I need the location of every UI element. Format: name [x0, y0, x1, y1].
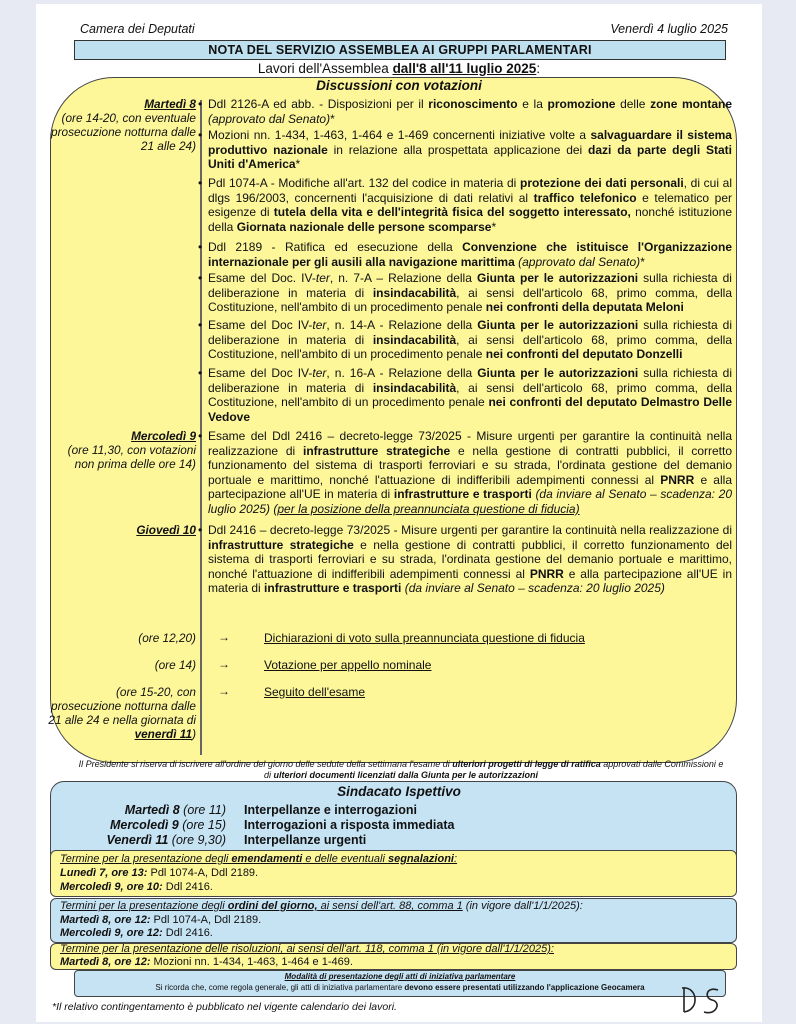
step-seguito: Seguito dell'esame — [264, 685, 366, 699]
deadline-label: Martedì 8, ore 12: — [60, 914, 151, 926]
step-time-seguito — [48, 685, 196, 741]
step-time: (ore 15-20, con prosecuzione notturna dalle 21 alle 24 e nella giornata di — [48, 685, 196, 727]
item-text: Esame del Doc IV- — [208, 318, 313, 332]
deadline-risoluzioni-title — [60, 942, 554, 956]
item-text: e telematico per esigenze di — [208, 190, 733, 220]
sindacato-text: Interpellanze urgenti — [244, 833, 367, 847]
deadline-text: Termine per la presentazione degli — [60, 853, 232, 865]
bullet-icon: • — [198, 97, 203, 111]
item-bold: PNRR — [660, 472, 695, 487]
day-mercoledi-name: Mercoledì 9 — [131, 429, 196, 443]
bullet-icon: • — [198, 523, 203, 537]
step-time-end: ) — [192, 727, 196, 741]
deadline-line — [60, 913, 261, 927]
bullet-icon: • — [198, 176, 203, 190]
item-text: e nella gestione di contratti pubblici, il corretto funzionamento del sistema di trasporti ferroviari e su strada, l'ordinata gestione del demanio portuale e marittimo, nonché l'attuazione di indifferibili adempimenti connessi al — [208, 443, 733, 487]
lavori-period: dall'8 all'11 luglio 2025 — [392, 61, 537, 76]
item-bold: nei confronti del deputato Delmastro Delle Vedove — [208, 395, 732, 424]
item-bold: tutela della vita e dell'integrità fisica del soggetto interessato, — [273, 205, 631, 220]
deadline-text: ai sensi dell'art. 88, comma 1 — [317, 900, 463, 912]
item-bold: Giunta per le autorizzazioni — [477, 366, 639, 380]
item-text: delle — [615, 97, 651, 111]
item-bold: nei confronti del deputato Donzelli — [485, 347, 683, 362]
day-mercoledi-detail: (ore 11,30, con votazioni non prima delle ore 14) — [67, 443, 196, 471]
agenda-item-montane — [198, 97, 733, 126]
sindacato-day: Mercoledì 9 — [109, 818, 179, 832]
deadline-text: e delle eventuali — [302, 853, 388, 865]
deadline-label: Mercoledì 9, ore 10: — [60, 881, 163, 893]
item-italic: (da inviare al Senato – scadenza: 20 luglio 2025) — [208, 487, 732, 516]
item-text: Ddl 2189 - Ratifica ed esecuzione della — [208, 240, 463, 254]
item-bold: Convenzione che istituisce l'Organizzazione internazionale per gli ausili alla navigazione marittima — [208, 240, 732, 269]
item-bold: traffico telefonico — [533, 190, 637, 205]
item-text: * — [295, 157, 301, 172]
item-italic: ter — [312, 318, 327, 332]
sindacato-day: Venerdì 11 — [106, 833, 169, 847]
item-italic: ter — [312, 366, 327, 380]
arrow-icon: → — [218, 684, 230, 698]
item-bold: PNRR — [529, 566, 564, 581]
deadline-emendamenti-title — [60, 852, 457, 866]
deadline-line — [60, 955, 353, 969]
item-text: Pdl 1074-A - Modifiche all'art. 132 del codice in materia di — [208, 176, 520, 190]
item-bold: nei confronti della deputata Meloni — [485, 300, 684, 315]
sindacato-row — [36, 803, 736, 817]
lavori-line — [36, 61, 762, 76]
item-text: , ai sensi dell'articolo 68, primo comma, della Costituzione, nell'ambito di un procedimento penale — [208, 285, 732, 315]
item-text: Ddl 2126-A ed abb. - Disposizioni per il — [208, 97, 429, 111]
agenda-item-ddl-2416-fiducia — [198, 429, 733, 517]
deadline-text: Termini per la presentazione degli — [60, 900, 228, 912]
deadline-text: : — [454, 853, 458, 865]
item-bold: insindacabilità — [372, 380, 457, 395]
item-bold: Giunta per le autorizzazioni — [477, 318, 639, 332]
presidente-note — [76, 759, 726, 781]
step-time-day: venerdì 11 — [134, 727, 193, 741]
item-text: , n. 14-A - Relazione della — [326, 318, 478, 332]
deadline-line — [60, 880, 213, 894]
bullet-icon: • — [198, 240, 203, 254]
day-mercoledi — [48, 429, 196, 471]
item-bold: Giornata nazionale delle persone scomparse — [236, 219, 492, 234]
item-text: e alla partecipazione all'UE in materia di — [208, 566, 733, 596]
modalita-text: Si ricorda che, come regola generale, gli atti di iniziativa parlamentare — [155, 983, 405, 992]
sindacato-row — [36, 833, 736, 847]
item-text: * — [491, 219, 497, 234]
modalita-bold: devono essere presentati utilizzando l'applicazione Geocamera — [404, 983, 645, 992]
bullet-icon: • — [198, 271, 203, 285]
deadline-label: Martedì 8, ore 12: — [60, 956, 151, 968]
item-text: Mozioni nn. 1-434, 1-463, 1-464 e 1-469 concernenti iniziative volte a — [208, 128, 591, 142]
step-time: (ore 14) — [154, 658, 196, 672]
lavori-prefix: Lavori dell'Assemblea — [257, 61, 393, 76]
day-divider — [200, 100, 202, 755]
deadline-text: (in vigore dall'1/1/2025): — [462, 900, 583, 912]
arrow-icon: → — [218, 657, 230, 671]
sindacato-row — [36, 818, 736, 832]
item-bold: riconoscimento — [428, 97, 518, 111]
item-text: sulla richiesta di deliberazione in materia di — [208, 366, 732, 395]
note-bold: ulteriori documenti licenziati dalla Giunta per le autorizzazioni — [273, 770, 539, 780]
step-time: (ore 12,20) — [138, 631, 196, 645]
agenda-item-pdl-1074 — [198, 176, 733, 234]
deadline-bold: ordini del giorno, — [227, 900, 318, 912]
item-text: , ai sensi dell'articolo 68, primo comma, della Costituzione, nell'ambito di un procedimento penale — [208, 380, 732, 410]
deadline-bold: segnalazioni — [387, 853, 454, 865]
deadline-value: Pdl 1074-A, Ddl 2189. — [150, 914, 262, 926]
step-votazione: Votazione per appello nominale — [264, 658, 432, 672]
header-date: Venerdì 4 luglio 2025 — [610, 22, 728, 36]
agenda-item-mozioni — [198, 128, 733, 172]
item-text: nonché istituzione della — [208, 205, 732, 234]
item-bold: infrastrutture e trasporti — [393, 487, 532, 502]
item-italic: ter — [315, 271, 330, 285]
bullet-icon: • — [198, 429, 203, 443]
deadline-value: Ddl 2416. — [162, 927, 213, 939]
item-text: Esame del Doc. IV- — [208, 271, 316, 285]
sindacato-text: Interrogazioni a risposta immediata — [244, 818, 455, 832]
item-bold: insindacabilità — [372, 285, 457, 300]
deadline-label: Lunedì 7, ore 13: — [60, 867, 148, 879]
item-bold: infrastrutture strategiche — [208, 537, 354, 552]
footnote: *Il relativo contingentamento è pubblicato nel vigente calendario dei lavori. — [52, 1001, 397, 1013]
deadline-text: Termine per la presentazione delle risoluzioni, ai sensi dell'art. 118, comma 1 (in vigore dall'1/1/2025): — [60, 943, 554, 955]
deadline-bold: emendamenti — [231, 853, 303, 865]
item-text: , n. 16-A - Relazione della — [326, 366, 478, 380]
note-bold: ulteriori progetti di legge di ratifica — [452, 759, 601, 769]
agenda-item-doc-14a — [198, 318, 732, 362]
item-italic: (approvato dal Senato) — [208, 111, 331, 126]
day-giovedi — [48, 523, 196, 537]
note-text: Il Presidente si riserva di iscrivere all'ordine del giorno delle sedute della settimana l'esame di — [78, 759, 453, 769]
sindacato-text: Interpellanze e interrogazioni — [244, 803, 417, 817]
day-martedi-detail: (ore 14-20, con eventuale prosecuzione notturna dalle 21 alle 24) — [51, 111, 196, 153]
item-italic: (approvato dal Senato) — [514, 254, 641, 269]
deadline-value: Ddl 2416. — [162, 881, 213, 893]
agenda-item-doc-16a — [198, 366, 732, 424]
nota-title: NOTA DEL SERVIZIO ASSEMBLEA AI GRUPPI PARLAMENTARI — [74, 40, 726, 60]
arrow-icon: → — [218, 630, 230, 644]
item-text: Esame del Doc IV- — [208, 366, 313, 380]
item-text: Esame del Ddl 2416 – decreto-legge 73/2025 - Misure urgenti per garantire la continuità nella realizzazione di — [208, 429, 732, 458]
item-bold: dazi da parte degli Stati Uniti d'America — [208, 142, 733, 172]
header-org: Camera dei Deputati — [80, 22, 195, 36]
item-bold: promozione — [547, 97, 616, 111]
sindacato-hour: (ore 11) — [183, 803, 226, 817]
item-text: , di cui al dlgs 196/2003, concernenti l'acquisizione di dati relativi al — [208, 176, 732, 205]
modalita-title: Modalità di presentazione degli atti di iniziativa parlamentare — [284, 972, 516, 981]
item-text: , n. 7-A – Relazione della — [329, 271, 477, 285]
item-bold: infrastrutture strategiche — [302, 443, 451, 458]
agenda-item-doc-7a — [198, 271, 732, 315]
sindacato-hour: (ore 9,30) — [171, 833, 226, 847]
sindacato-title: Sindacato Ispettivo — [337, 784, 461, 799]
item-bold: Giunta per le autorizzazioni — [476, 271, 639, 285]
item-bold: zone montane — [650, 97, 733, 111]
item-bold: salvaguardare il sistema produttivo nazionale — [208, 128, 732, 157]
item-text: e la — [517, 97, 548, 111]
day-giovedi-name: Giovedì 10 — [136, 523, 196, 537]
item-text: sulla richiesta di deliberazione in materia di — [208, 271, 732, 300]
modalita-box — [74, 970, 726, 997]
step-dichiarazioni: Dichiarazioni di voto sulla preannunciata questione di fiducia — [264, 631, 585, 645]
agenda-item-ddl-2416 — [198, 523, 733, 596]
deadline-ordini-title — [60, 899, 583, 913]
item-italic-underline: (per la posizione della preannunciata questione di fiducia) — [273, 501, 580, 516]
bullet-icon: • — [198, 128, 203, 142]
signature-icon — [678, 982, 724, 1018]
item-text: , ai sensi dell'articolo 68, primo comma, della Costituzione, nell'ambito di un procedimento penale — [208, 332, 732, 362]
day-martedi — [48, 97, 196, 153]
item-text: e alla partecipazione all'UE in materia di — [208, 472, 732, 502]
sindacato-hour: (ore 15) — [182, 818, 226, 832]
item-text: in relazione alla prospettata applicazione dei — [327, 142, 589, 157]
item-bold: protezione dei dati personali — [520, 176, 684, 190]
item-text: e nella gestione di contratti pubblici, il corretto funzionamento del sistema di trasporti ferroviari e su strada, l'ordinata gestione del demanio portuale e marittimo, nonché l'attuazione di indifferibili adempimenti connessi al — [208, 537, 733, 581]
document-sheet — [36, 4, 762, 1022]
item-text: * — [640, 254, 645, 269]
deadline-value: Pdl 1074-A, Ddl 2189. — [147, 867, 259, 879]
agenda-item-ddl-2189 — [198, 240, 732, 269]
lavori-colon: : — [536, 61, 541, 76]
bullet-icon: • — [198, 366, 203, 380]
day-martedi-name: Martedì 8 — [144, 97, 196, 111]
deadline-line — [60, 866, 258, 880]
note-text: approvati dalle Commissioni e di — [263, 759, 724, 780]
item-text: Ddl 2416 – decreto-legge 73/2025 - Misure urgenti per garantire la continuità nella realizzazione di — [208, 523, 732, 537]
discussioni-title: Discussioni con votazioni — [316, 78, 482, 93]
item-bold: infrastrutture e trasporti — [264, 581, 402, 596]
deadline-line — [60, 926, 213, 940]
sindacato-day: Martedì 8 — [124, 803, 180, 817]
item-text: sulla richiesta di deliberazione in materia di — [208, 318, 732, 347]
item-italic: (da inviare al Senato – scadenza: 20 luglio 2025) — [401, 581, 665, 596]
item-bold: insindacabilità — [372, 332, 457, 347]
item-text: * — [330, 111, 335, 126]
deadline-value: Mozioni nn. 1-434, 1-463, 1-464 e 1-469. — [150, 956, 353, 968]
bullet-icon: • — [198, 318, 203, 332]
deadline-label: Mercoledì 9, ore 12: — [60, 927, 163, 939]
